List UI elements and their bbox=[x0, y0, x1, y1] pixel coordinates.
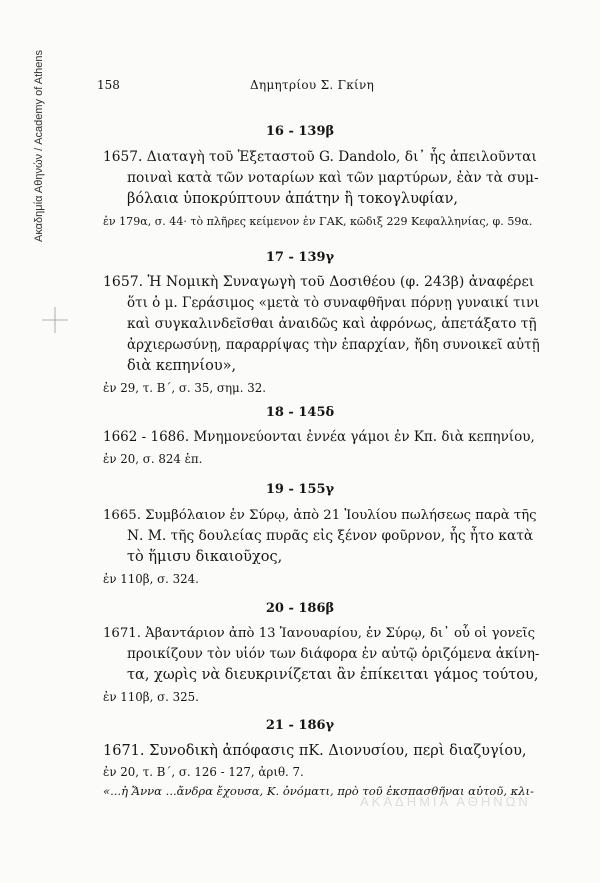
entry-line: ποιναὶ κατὰ τῶν νοταρίων καὶ τῶν μαρτύρων, ἐὰν τὰ συμ- bbox=[127, 170, 539, 186]
section-heading: 17 - 139γ bbox=[265, 250, 335, 265]
reference-line: ἐν 20, σ. 824 ἑπ. bbox=[103, 452, 203, 466]
page-number: 158 bbox=[97, 78, 120, 92]
entry-line: 1671. Ἀβαντάριον ἀπὸ 13 Ἰανουαρίου, ἐν Σύρῳ, δι᾽ οὗ οἱ γονεῖς bbox=[103, 626, 536, 641]
quote-line: «...ἡ Ἄννα ...ἄνδρα ἔχουσα, Κ. ὀνόματι, πρὸ τοῦ ἐκσπασθῆναι αὐτοῦ, κλι- bbox=[103, 784, 534, 798]
reference-line: ἐν 110β, σ. 324. bbox=[103, 572, 199, 586]
section-heading: 18 - 145δ bbox=[265, 405, 335, 420]
side-watermark: Ακαδημία Αθηνών / Academy of Athens bbox=[33, 50, 45, 243]
entry-line: 1657. Διαταγὴ τοῦ Ἐξεταστοῦ G. Dandolo, δι᾽ ἧς ἀπειλοῦνται bbox=[103, 149, 537, 165]
bottom-watermark: ΑΚΑΔΗΜΙΑ ΑΘΗΝΩΝ bbox=[360, 794, 531, 809]
entry-line: καὶ συγκαλινδεῖσθαι ἀναιδῶς καὶ ἀφρόνως, ἀπετάξατο τῇ bbox=[127, 316, 537, 332]
running-head: Δημητρίου Σ. Γκίνη bbox=[250, 78, 375, 92]
reference-line: ἐν 110β, σ. 325. bbox=[103, 690, 199, 704]
reference-line: ἐν 179α, σ. 44· τὸ πλῆρες κείμενον ἐν ΓΑΚ, κῶδιξ 229 Κεφαλληνίας, φ. 59α. bbox=[103, 215, 533, 228]
section-heading: 19 - 155γ bbox=[265, 482, 335, 497]
entry-line: βόλαια ὑποκρύπτουν ἀπάτην ἢ τοκογλυφίαν, bbox=[127, 191, 458, 207]
section-heading: 21 - 186γ bbox=[265, 718, 335, 733]
entry-line: 1662 - 1686. Μνημονεύονται ἐννέα γάμοι ἐν Κπ. διὰ κεπηνίου, bbox=[103, 429, 535, 445]
entry-line: διὰ κεπηνίου», bbox=[127, 358, 237, 374]
entry-line: 1671. Συνοδικὴ ἀπόφασις πΚ. Διονυσίου, περὶ διαζυγίου, bbox=[103, 743, 527, 759]
reference-line: ἐν 20, τ. Β΄, σ. 126 - 127, ἀριθ. 7. bbox=[103, 765, 304, 779]
section-heading: 16 - 139β bbox=[265, 124, 335, 139]
entry-line: τὸ ἥμισυ δικαιοῦχος, bbox=[127, 549, 283, 565]
entry-line: ἀρχιερωσύνῃ, παραρρίψας τὴν ἐπαρχίαν, ἤδη συνοικεῖ αὐτῇ bbox=[127, 337, 540, 353]
entry-line: ὅτι ὁ μ. Γεράσιμος «μετὰ τὸ συναφθῆναι πόρνῃ γυναικί τινι bbox=[127, 295, 540, 311]
section-heading: 20 - 186β bbox=[265, 601, 335, 616]
entry-line: 1657. Ἡ Νομικὴ Συναγωγὴ τοῦ Δοσιθέου (φ. 243β) ἀναφέρει bbox=[103, 274, 535, 290]
entry-line: Ν. Μ. τῆς δουλείας πυρᾶς εἰς ξένον φοῦρνον, ἧς ἦτο κατὰ bbox=[127, 528, 534, 544]
entry-line: τα, χωρὶς νὰ διευκρινίζεται ἂν ἐπίκειται γάμος τούτου, bbox=[127, 667, 539, 683]
entry-line: 1665. Συμβόλαιον ἐν Σύρῳ, ἀπὸ 21 Ἰουλίου πωλήσεως παρὰ τῆς bbox=[103, 508, 537, 523]
registration-mark-icon bbox=[40, 305, 70, 335]
reference-line: ἐν 29, τ. Β΄, σ. 35, σημ. 32. bbox=[103, 381, 266, 395]
entry-line: προικίζουν τὸν υἱόν των διάφορα ἐν αὐτῷ ὁριζόμενα ἀκίνη- bbox=[127, 646, 540, 662]
